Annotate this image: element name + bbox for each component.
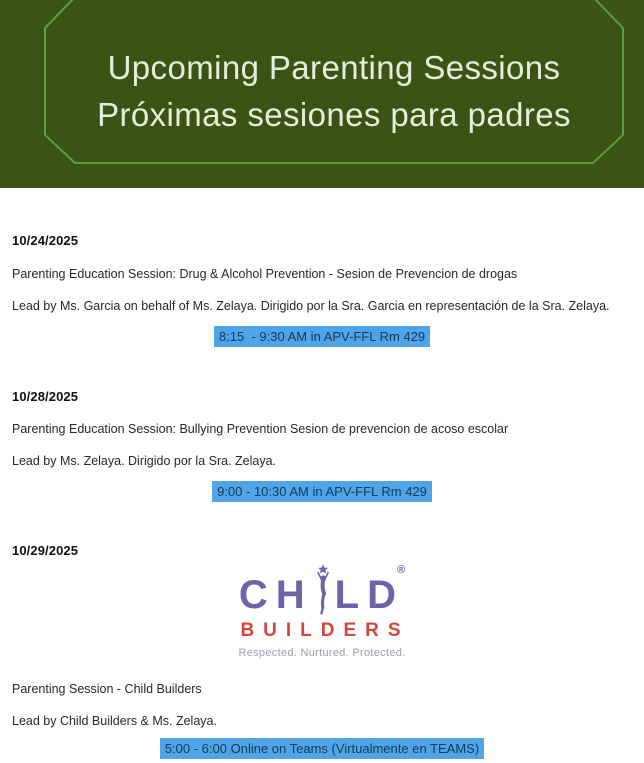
- session-time-row: [12, 738, 632, 759]
- session-lead: Lead by Ms. Garcia on behalf of Ms. Zelaya. Dirigido por la Sra. Garcia en representación de la Sra. Zelaya.: [12, 299, 610, 313]
- session-lead: Lead by Child Builders & Ms. Zelaya.: [12, 714, 217, 728]
- logo-word-builders: BUILDERS: [240, 620, 410, 641]
- session-block-2: [12, 388, 632, 502]
- session-description: Parenting Session - Child Builders: [12, 682, 202, 696]
- session-date: 10/29/2025: [12, 543, 79, 558]
- session-time-highlight: 9:00 - 10:30 AM in APV-FFL Rm 429: [212, 481, 432, 502]
- logo-tagline: Respected. Nurtured. Protected.: [238, 647, 406, 659]
- logo-word-child: [12, 563, 632, 617]
- page-title-line-2: Próximas sesiones para padres: [97, 96, 571, 133]
- session-lead: Lead by Ms. Zelaya. Dirigido por la Sra. Zelaya.: [12, 454, 277, 468]
- logo-child-right: LD: [334, 573, 404, 617]
- session-time-highlight: 5:00 - 6:00 Online on Teams (Virtualmente en TEAMS): [160, 738, 484, 759]
- session-block-1: [12, 232, 632, 347]
- session-description: Parenting Education Session: Bullying Prevention Sesion de prevencion de acoso escolar: [12, 422, 509, 436]
- session-date: 10/24/2025: [12, 233, 79, 248]
- session-block-3: [12, 542, 632, 759]
- session-time-row: [12, 481, 632, 502]
- sessions-list: [0, 232, 644, 759]
- banner-title: [0, 0, 644, 172]
- session-time-highlight: 8:15 - 9:30 AM in APV-FFL Rm 429: [214, 326, 430, 347]
- session-time-row: [12, 326, 632, 347]
- registered-mark-icon: ®: [397, 564, 406, 576]
- logo-child-left: CH: [238, 573, 313, 617]
- session-description: Parenting Education Session: Drug & Alcohol Prevention - Sesion de Prevencion de drogas: [12, 267, 518, 281]
- session-date: 10/28/2025: [12, 389, 79, 404]
- child-figure-icon: [314, 563, 332, 617]
- page-title-line-1: Upcoming Parenting Sessions: [107, 49, 561, 86]
- childbuilders-logo: [12, 563, 632, 659]
- header-banner: [0, 0, 644, 188]
